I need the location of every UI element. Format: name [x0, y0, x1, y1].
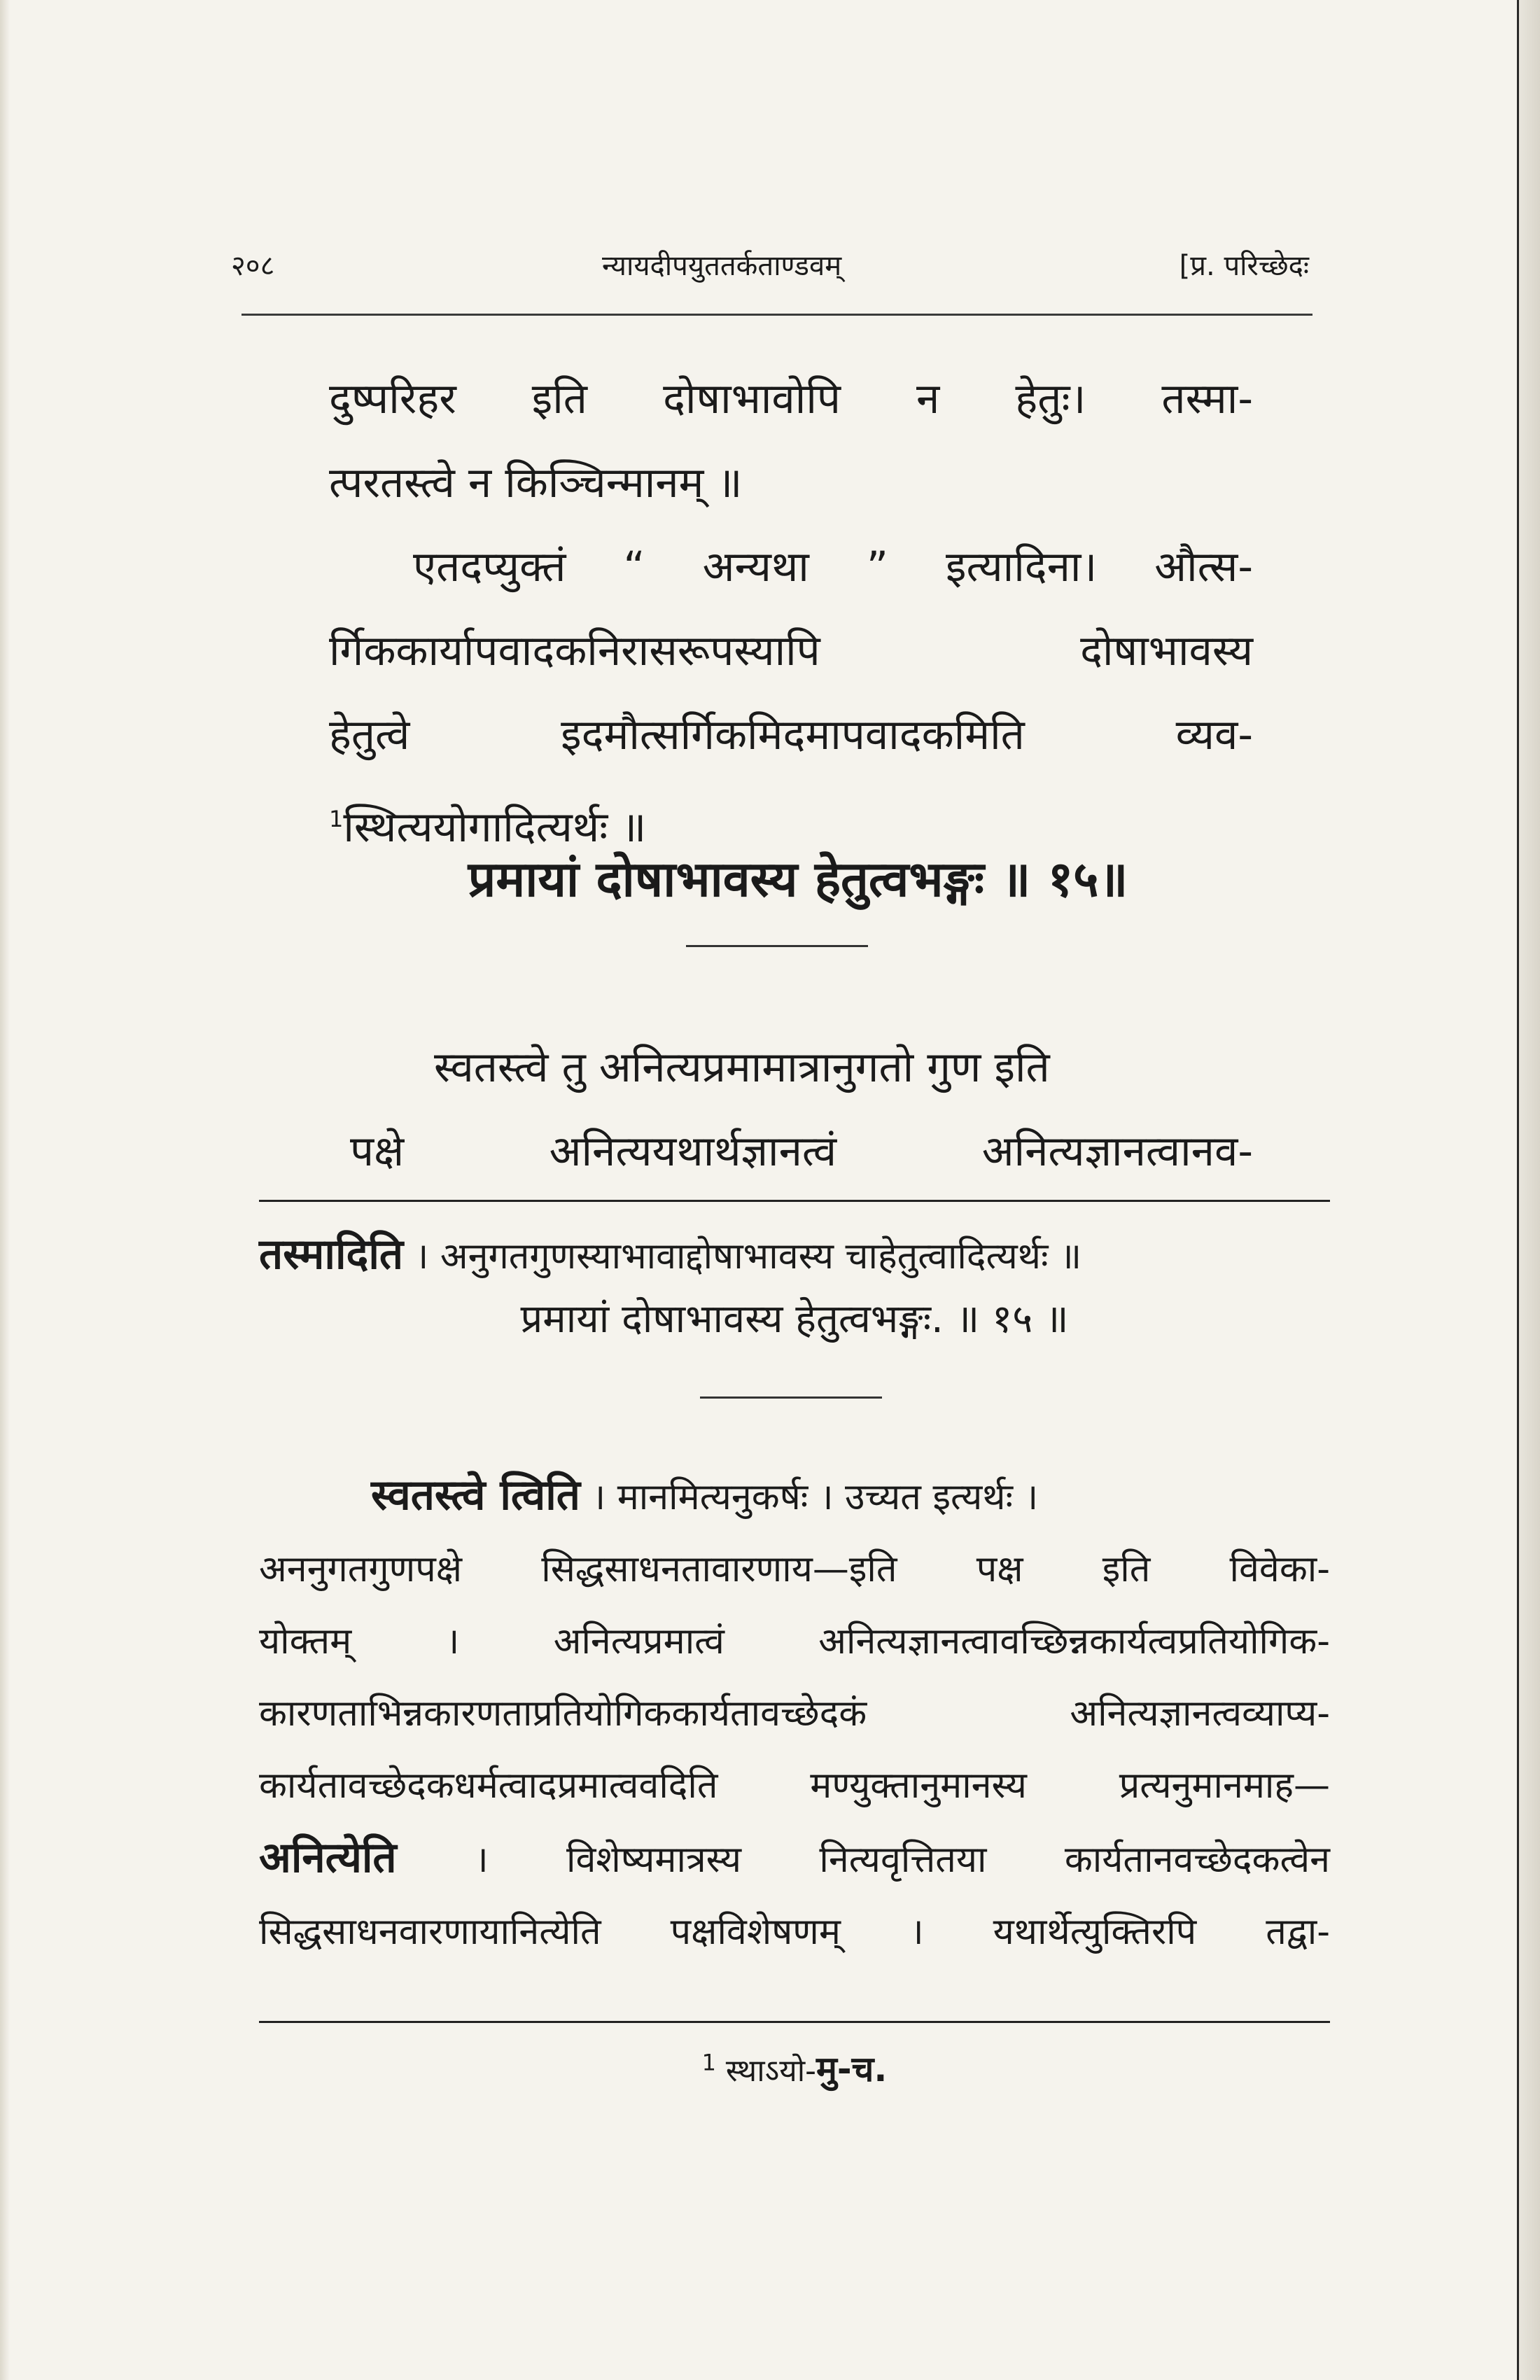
footnote-source: मु-च.: [816, 2049, 888, 2090]
page-number: २०८: [231, 250, 275, 282]
commentary-line: कारणताभिन्नकारणताप्रतियोगिककार्यतावच्छेदकं अनित्यज्ञानत्वव्याप्य-: [259, 1693, 1330, 1735]
running-header: [231, 238, 1309, 294]
footnote-text: स्थाऽयो-: [725, 2053, 817, 2089]
commentary-line-text: । मानमित्यनुकर्षः । उच्यत इत्यर्थः ।: [592, 1476, 1039, 1518]
main-text-block: [329, 357, 1253, 869]
commentary-block: [259, 1222, 1330, 1289]
footnote-rule: [259, 2021, 1330, 2023]
commentary-rule: [700, 1396, 882, 1399]
commentary-section-title: प्रमायां दोषाभावस्य हेतुत्वभङ्गः. ॥ १५ ॥: [520, 1296, 1069, 1342]
header-rule: [241, 314, 1312, 316]
main-line: पक्षे अनित्ययथार्थज्ञानत्वं अनित्यज्ञानत्वानव-: [350, 1127, 1253, 1176]
commentary-lemma: अनित्येति: [259, 1833, 397, 1882]
commentary-line: [259, 1222, 1330, 1289]
main-line: एतदप्युक्तं “ अन्यथा ” इत्यादिना। औत्स-: [413, 542, 1253, 592]
main-line: र्गिककार्यापवादकनिरासरूपस्यापि दोषाभावस्य: [329, 626, 1253, 676]
commentary-line: [259, 1460, 1330, 1534]
main-line: दुष्परिहर इति दोषाभावोपि न हेतुः। तस्मा-: [329, 374, 1253, 424]
page-right-edge: [1517, 0, 1540, 2380]
commentary-lemma: तस्मादिति: [259, 1230, 404, 1279]
footnote: [259, 2044, 1330, 2092]
main-line-text: स्थित्ययोगादित्यर्थः ॥: [343, 803, 647, 852]
commentary-lemma: स्वतस्त्वे त्विति: [371, 1471, 580, 1520]
footnote-number: 1: [701, 2049, 716, 2076]
section-rule: [686, 945, 868, 947]
commentary-line-text: । विशेष्यमात्रस्य नित्यवृत्तितया कार्यतानवच्छेदकत्वेन: [474, 1839, 1330, 1881]
commentary-line: [259, 1822, 1330, 1896]
commentary-line-text: । अनुगतगुणस्याभावाद्दोषाभावस्य चाहेतुत्वादित्यर्थः ॥: [414, 1236, 1082, 1278]
page-left-edge: [0, 0, 10, 2380]
commentary-line: अननुगतगुणपक्षे सिद्धसाधनतावारणाय—इति पक्ष इति विवेका-: [259, 1548, 1330, 1590]
commentary-divider: [259, 1200, 1330, 1202]
chapter-label: [प्र. परिच्छेदः: [1179, 250, 1309, 282]
commentary-line: सिद्धसाधनवारणायानित्येति पक्षविशेषणम् । यथार्थेत्युक्तिरपि तद्वा-: [259, 1911, 1330, 1953]
commentary-line: योक्तम् । अनित्यप्रमात्वं अनित्यज्ञानत्वावच्छिन्नकार्यत्वप्रतियोगिक-: [259, 1620, 1330, 1662]
main-line: हेतुत्वे इदमौत्सर्गिकमिदमापवादकमिति व्यव-: [329, 710, 1253, 760]
main-text-block-2: [350, 1026, 1253, 1194]
main-line: स्वतस्त्वे तु अनित्यप्रमामात्रानुगतो गुण इति: [434, 1043, 1050, 1092]
commentary-line: कार्यतावच्छेदकधर्मत्वादप्रमात्ववदिति मण्युक्तानुमानस्य प्रत्यनुमानमाह—: [259, 1765, 1330, 1807]
footnote-marker: 1: [329, 806, 344, 832]
main-line: त्परतस्त्वे न किञ्चिन्मानम् ॥: [329, 458, 743, 507]
section-title: प्रमायां दोषाभावस्य हेतुत्वभङ्गः ॥ १५॥: [468, 850, 1128, 908]
book-title: न्यायदीपयुततर्कताण्डवम्: [602, 250, 842, 282]
commentary-block-2: [259, 1460, 1330, 1968]
